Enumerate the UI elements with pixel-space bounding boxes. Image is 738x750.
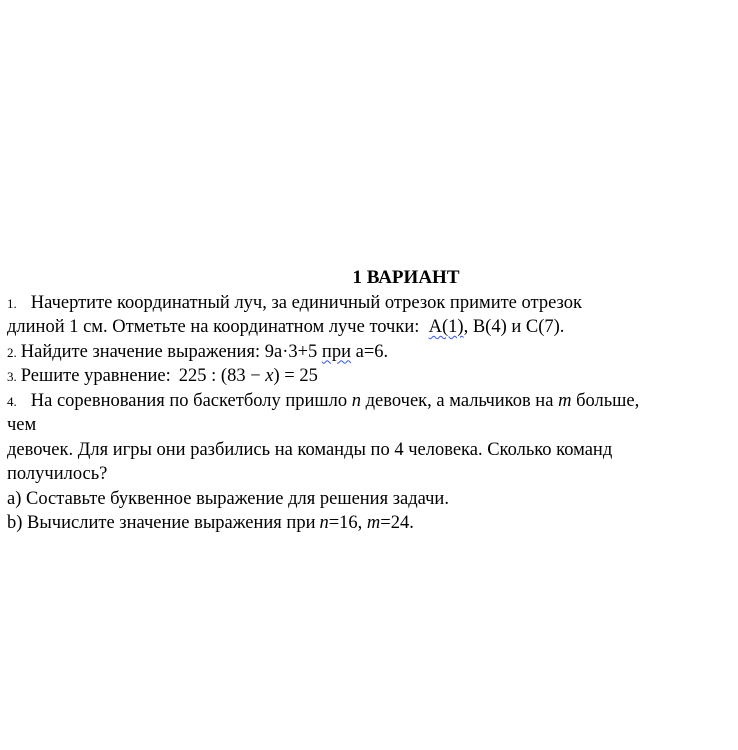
task-4-text-c: больше, — [576, 390, 640, 411]
task-2-value: a=6. — [355, 341, 389, 362]
task-3-number: 3. — [7, 369, 17, 384]
task-3 — [7, 364, 735, 389]
task-1-line-2 — [7, 315, 735, 340]
task-4-part-b — [7, 511, 735, 536]
task-4-text-b: девочек, а мальчиков на — [365, 390, 554, 411]
task-1-line-1 — [7, 291, 735, 316]
task-3-text: Решите уравнение: — [20, 366, 171, 386]
task-3-equation — [179, 366, 318, 386]
equation-left: 225 : (83 − — [178, 366, 266, 386]
task-4-line-2: чем — [7, 415, 37, 435]
task-4-line-3: девочек. Для игры они разбились на команды по 4 человека. Сколько команд — [7, 439, 613, 460]
part-b-var-n: n — [319, 513, 329, 533]
var-m: m — [558, 390, 572, 411]
task-1-text-2: длиной 1 см. Отметьте на координатном луче точки: — [7, 317, 420, 337]
part-b-val-m: =24. — [380, 513, 414, 533]
task-1-number: 1. — [7, 295, 17, 311]
part-b-var-m: m — [366, 513, 381, 533]
task-4-line-4: получилось? — [7, 464, 108, 484]
point-a: A(1) — [428, 317, 464, 337]
task-4-part-a: a) Составьте буквенное выражение для решения задачи. — [7, 488, 449, 509]
task-4-line-1 — [7, 389, 735, 414]
task-2 — [7, 340, 735, 365]
variant-title: 1 ВАРИАНТ — [352, 267, 460, 288]
var-n: n — [351, 390, 362, 411]
task-2-text: Найдите значение выражения: 9a·3+5 — [20, 341, 318, 362]
task-2-number: 2. — [7, 344, 17, 360]
equation-variable: x — [265, 366, 274, 386]
part-b-val-n: =16, — [328, 513, 363, 533]
task-2-pri: при — [321, 341, 351, 362]
part-b-text: b) Вычислите значение выражения при — [7, 513, 316, 533]
equation-right: ) = 25 — [273, 366, 318, 386]
task-4-text-a: На соревнования по баскетболу пришло — [30, 390, 348, 411]
task-4-number: 4. — [7, 393, 17, 409]
task-1-text-1: Начертите координатный луч, за единичный отрезок примите отрезок — [30, 292, 582, 313]
task-1-text-3: , B(4) и C(7). — [463, 317, 565, 337]
worksheet — [7, 266, 735, 536]
